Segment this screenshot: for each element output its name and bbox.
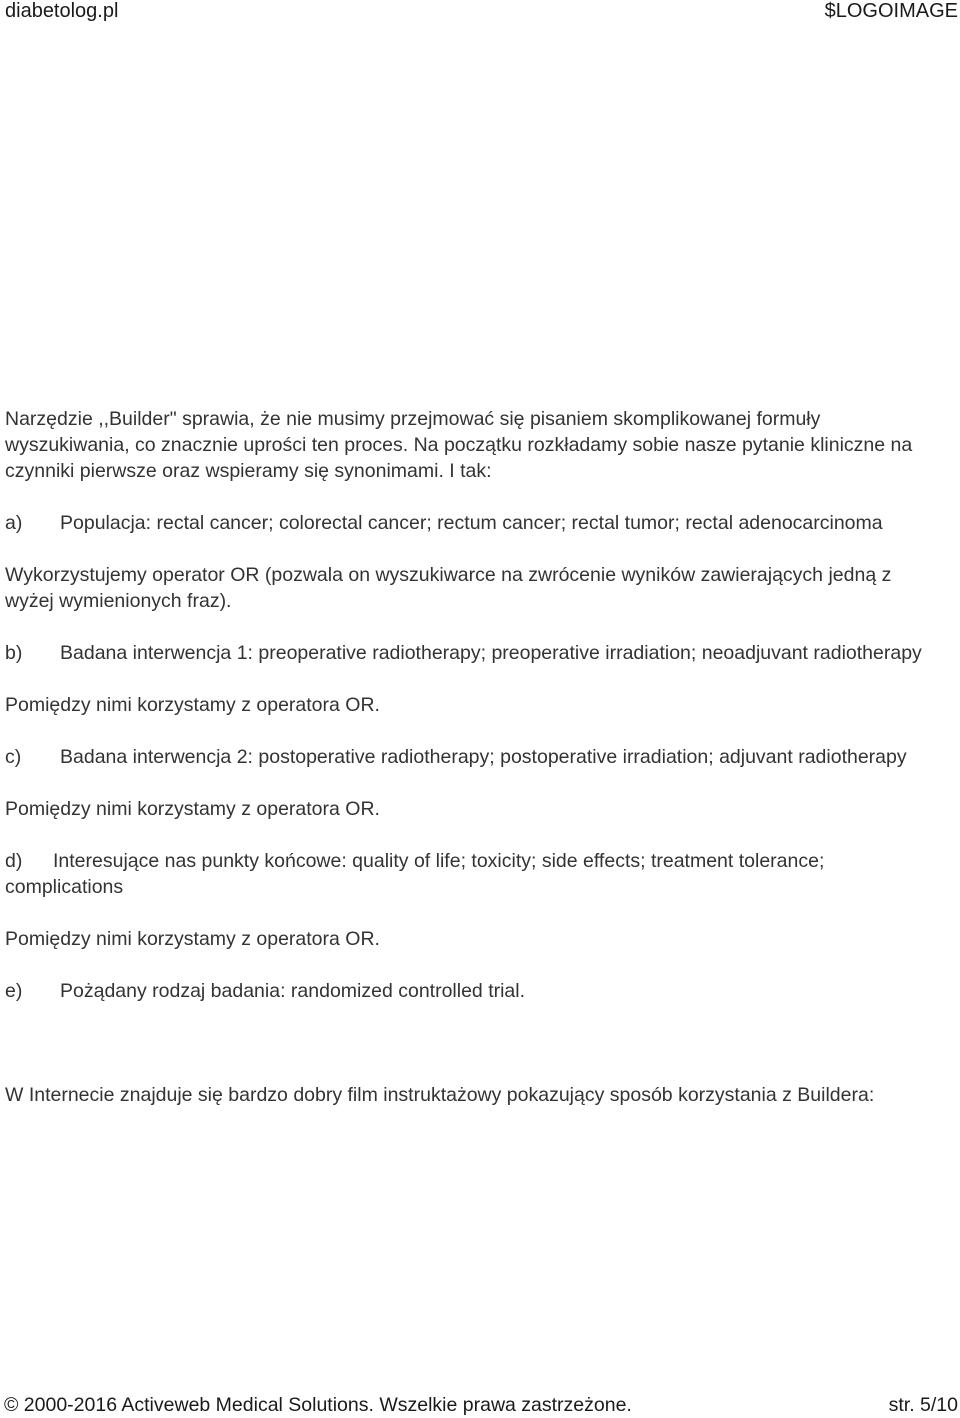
list-marker: e) [5, 980, 23, 1002]
list-item-text: Badana interwencja 2: postoperative radiotherapy; postoperative irradiation; adjuvant radiotherapy [60, 746, 907, 768]
list-marker: a) [5, 512, 23, 534]
list-marker: d) [5, 850, 23, 872]
list-item-c [5, 744, 935, 770]
list-item-text: Populacja: rectal cancer; colorectal cancer; rectum cancer; rectal tumor; rectal adenocarcinoma [60, 512, 883, 534]
page-number: str. 5/10 [888, 1394, 958, 1416]
note-paragraph: Wykorzystujemy operator OR (pozwala on wyszukiwarce na zwrócenie wyników zawierających jedną z wyżej wymienionych fraz). [5, 564, 892, 612]
note-paragraph: Pomiędzy nimi korzystamy z operatora OR. [5, 694, 380, 716]
page-header [0, 0, 960, 26]
list-marker: c) [5, 746, 22, 768]
site-name: diabetolog.pl [5, 0, 119, 22]
list-item-a [5, 510, 935, 536]
list-item-text: Interesujące nas punkty końcowe: quality of life; toxicity; side effects; treatment tolerance; complications [5, 850, 825, 898]
list-item-text: Pożądany rodzaj badania: randomized controlled trial. [60, 980, 526, 1002]
list-item-e [5, 978, 935, 1004]
page-footer [0, 1390, 960, 1417]
note-paragraph: Pomiędzy nimi korzystamy z operatora OR. [5, 928, 380, 950]
closing-paragraph: W Internecie znajduje się bardzo dobry film instruktażowy pokazujący sposób korzystania z Buildera: [5, 1084, 875, 1106]
article-body [5, 406, 935, 1108]
note-paragraph: Pomiędzy nimi korzystamy z operatora OR. [5, 798, 380, 820]
logo-placeholder: $LOGOIMAGE [824, 0, 958, 22]
list-item-b [5, 640, 935, 666]
list-item-text: Badana interwencja 1: preoperative radiotherapy; preoperative irradiation; neoadjuvant radiotherapy [60, 642, 922, 664]
copyright-notice: © 2000-2016 Activeweb Medical Solutions. Wszelkie prawa zastrzeżone. [4, 1394, 632, 1416]
list-marker: b) [5, 642, 23, 664]
list-item-d [5, 848, 935, 900]
intro-paragraph: Narzędzie ,,Builder" sprawia, że nie musimy przejmować się pisaniem skomplikowanej formuły wyszukiwania, co znacznie uprości ten proces. Na początku rozkładamy sobie nasze pytanie kliniczne na czynniki pierwsze oraz wspieramy się synonimami. I tak: [5, 408, 913, 482]
